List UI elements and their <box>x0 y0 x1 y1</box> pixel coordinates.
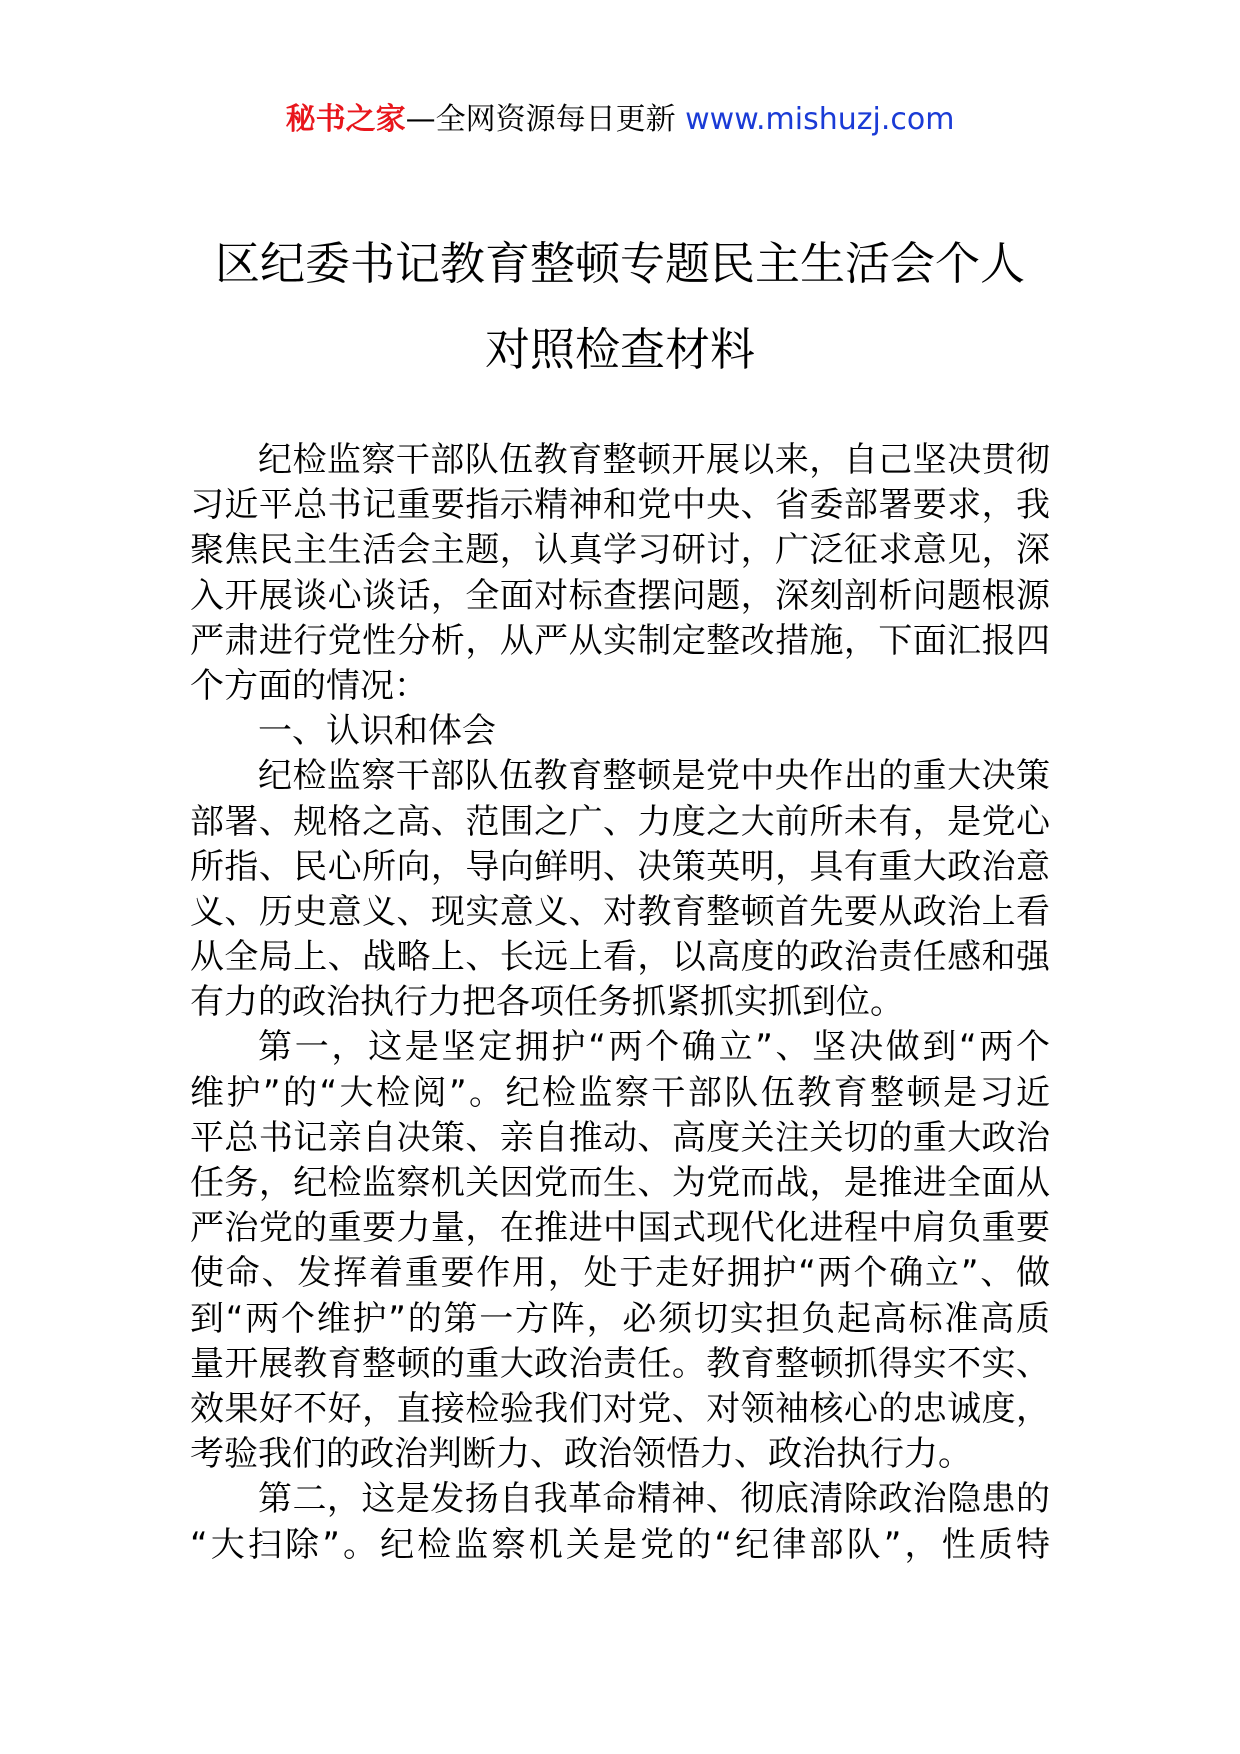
body-line: 第一，这是坚定拥护“两个确立”、坚决做到“两个 <box>258 1027 1050 1068</box>
header-url[interactable]: www.mishuzj.com <box>685 102 955 137</box>
body-line: 一、认识和体会 <box>258 711 496 752</box>
body-line: 任务，纪检监察机关因党而生、为党而战，是推进全面从 <box>190 1163 1050 1203</box>
body-line: 有力的政治执行力把各项任务抓紧抓实抓到位。 <box>190 982 904 1023</box>
body-line: 所指、民心所向，导向鲜明、决策英明，具有重大政治意 <box>190 846 1050 887</box>
body-line: 使命、发挥着重要作用，处于走好拥护“两个确立”、做 <box>190 1253 1050 1294</box>
header-slogan: —全网资源每日更新 <box>405 102 676 137</box>
body-line: 效果好不好，直接检验我们对党、对领袖核心的忠诚度， <box>190 1388 1050 1429</box>
body-line: 纪检监察干部队伍教育整顿开展以来，自己坚决贯彻 <box>258 440 1050 480</box>
brand-name: 秘书之家 <box>285 102 406 137</box>
body-line: 习近平总书记重要指示精神和党中央、省委部署要求，我 <box>190 485 1050 526</box>
body-line: 第二，这是发扬自我革命精神、彻底清除政治隐患的 <box>258 1479 1050 1520</box>
body-line: “大扫除”。纪检监察机关是党的“纪律部队”，性质特 <box>190 1524 1050 1565</box>
body-line: 义、历史意义、现实意义、对教育整顿首先要从政治上看 <box>190 891 1050 932</box>
body-line: 严治党的重要力量，在推进中国式现代化进程中肩负重要 <box>190 1208 1050 1249</box>
document-body <box>190 438 1050 1568</box>
body-line: 到“两个维护”的第一方阵，必须切实担负起高标准高质 <box>190 1298 1050 1339</box>
body-line: 维护”的“大检阅”。纪检监察干部队伍教育整顿是习近 <box>190 1072 1050 1113</box>
document-title-line-1: 区纪委书记教育整顿专题民主生活会个人 <box>214 237 1025 290</box>
body-line: 部署、规格之高、范围之广、力度之大前所未有，是党心 <box>190 801 1050 842</box>
body-line: 平总书记亲自决策、亲自推动、高度关注关切的重大政治 <box>190 1117 1050 1158</box>
body-line: 入开展谈心谈话，全面对标查摆问题，深刻剖析问题根源 <box>190 575 1050 616</box>
body-line: 纪检监察干部队伍教育整顿是党中央作出的重大决策 <box>258 756 1050 797</box>
body-line: 考验我们的政治判断力、政治领悟力、政治执行力。 <box>190 1434 972 1475</box>
site-header <box>0 100 1240 140</box>
document-title-line-2: 对照检查材料 <box>484 323 755 376</box>
body-line: 聚焦民主生活会主题，认真学习研讨，广泛征求意见，深 <box>190 530 1050 571</box>
body-line: 从全局上、战略上、长远上看，以高度的政治责任感和强 <box>190 937 1050 978</box>
body-line: 严肃进行党性分析，从严从实制定整改措施，下面汇报四 <box>190 620 1050 661</box>
body-line: 量开展教育整顿的重大政治责任。教育整顿抓得实不实、 <box>190 1343 1050 1384</box>
body-line: 个方面的情况： <box>190 665 428 706</box>
